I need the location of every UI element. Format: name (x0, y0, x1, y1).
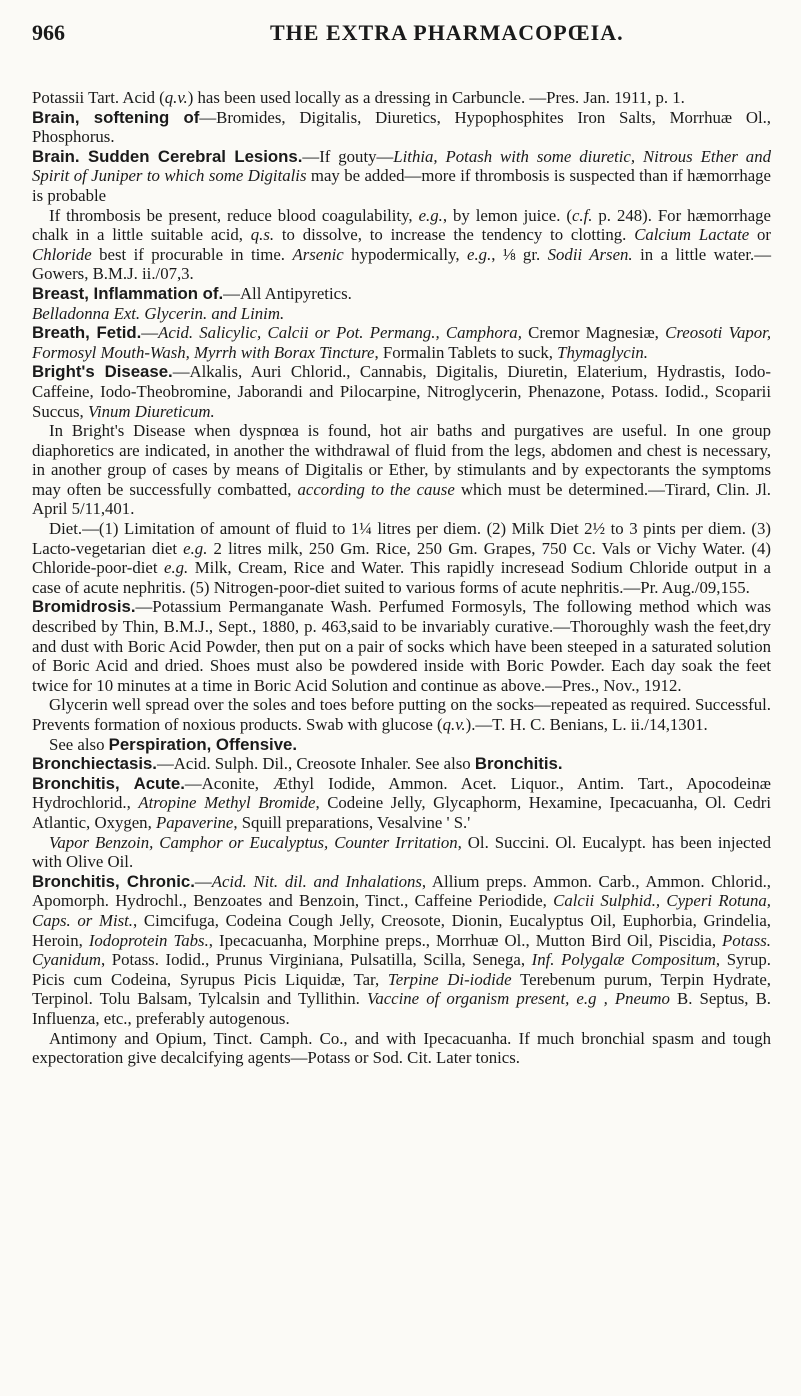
text-run: —Aconite, Æthyl Iodide, Ammon. Acet. Liquor., Antim. Tart., Apocodeinæ Hydrochlorid., (32, 773, 771, 813)
dictionary-entry (32, 304, 771, 324)
text-run: best if procurable in time. (91, 244, 293, 264)
italic-text: e.g. (183, 538, 208, 558)
italic-text: Terpine Di-iodide (387, 969, 512, 989)
dictionary-entry (32, 284, 771, 304)
text-run: ) has been used locally as a dressing in Carbuncle. —Pres. Jan. 1911, p. 1. (187, 88, 685, 107)
body-paragraph (32, 833, 771, 872)
text-run: ).—T. H. C. Benians, L. ii./14,1301. (465, 715, 708, 734)
text-run: —If gouty— (302, 146, 394, 166)
italic-text: q.v. (164, 88, 188, 107)
italic-text: Thymaglycin. (557, 342, 648, 362)
text-run: In Bright's Disease when dyspnœa is found, hot air baths and purgatives are useful. In one group diaphoretics are indicated, in another the withdrawal of fluid from the legs, abdomen and chest is necessary, in another group of cases by means of Digitalis or Ether, by stimulants and by expectorants the symptoms may often be successfully combatted, (32, 421, 771, 499)
running-title: THE EXTRA PHARMACOPŒIA. (270, 20, 624, 45)
entry-headword: Breast, Inflammation of. (32, 283, 224, 303)
text-run: Antimony and Opium, Tinct. Camph. Co., and with Ipecacuanha. If much bronchial spasm and tough expectoration give decalcifying agents—Potass or Sod. Cit. Later tonics. (32, 1028, 771, 1068)
entry-headword: Bronchitis, Acute. (32, 773, 185, 793)
italic-text: Acid. Salicylic, Calcii or Pot. Permang., Camphora, (158, 323, 522, 343)
text-run: or (749, 225, 771, 245)
text-run: hypodermically, (343, 244, 468, 264)
text-run: See also (49, 734, 109, 754)
text-run: , Potass. Iodid., Prunus Virginiana, Pulsatilla, Scilla, Senega, (101, 950, 532, 970)
body-paragraph (32, 735, 771, 755)
page-body (32, 88, 771, 1068)
italic-text: e.g. (164, 558, 189, 578)
italic-text: Potass. Cyanidum (32, 930, 771, 970)
text-run: Milk, Cream, Rice and Water. This rapidly incresead Sodium Chloride output in a case of acute nephritis. (5) Nitrogen-poor-diet suited to various forms of acute nephritis.—Pr. Aug./09,155. (32, 558, 771, 597)
text-run: Glycerin well spread over the soles and toes before putting on the socks—repeated as required. Successful. Prevents formation of noxious products. Swab with glucose ( (32, 695, 771, 734)
page-header (32, 20, 771, 64)
text-run: —Alkalis, Auri Chlorid., Cannabis, Digitalis, Diuretin, Elaterium, Hydrastis, Iodo-Caffeine, Iodo-Theobromine, Jaborandi and Pilocarpine, Nitroglycerin, Phenazone, Potass. Iodid., Scoparii Succus, (32, 362, 771, 421)
italic-text: according to the cause (297, 479, 455, 499)
text-run: Potassii Tart. Acid ( (32, 88, 165, 107)
text-run: —Potassium Permanganate Wash. Perfumed Formosyls, The following method which was described by Thin, B.M.J., Sept., 1880, p. 463,said to be invariably curative.—Thoroughly wash the feet,dry and dust with Boric Acid Powder, then put on a pair of socks which have been steeped in a saturated solution of Boric Acid and dried. Shoes must also be powdered inside with Boric Powder. Each day soak the feet twice for 10 minutes at a time in Boric Acid Solution and continue as above.—Pres., Nov., 1912. (32, 597, 771, 695)
text-run: , Syrup. Picis cum Codeina, Syrupus Picis Liquidæ, Tar, (32, 950, 771, 989)
entry-headword: Bronchitis, Chronic. (32, 871, 195, 891)
text-run: , Squill preparations, Vesalvine ' S.' (233, 812, 471, 832)
italic-text: Chloride (32, 244, 92, 264)
italic-text: Calcium Lactate (634, 225, 750, 245)
text-run: Cremor Magnesiæ, (521, 323, 666, 343)
italic-text: q.s. (250, 225, 275, 245)
italic-text: c.f. (571, 205, 593, 225)
body-paragraph (32, 519, 771, 597)
dictionary-entry (32, 108, 771, 147)
italic-text: Acid. Nit. dil. and Inhalations (211, 871, 422, 891)
italic-text: e.g. (467, 244, 492, 264)
dictionary-entry (32, 362, 771, 421)
italic-text: Atropine Methyl Bromide (138, 793, 316, 813)
text-run: to dissolve, to increase the tendency to clotting. (274, 225, 635, 245)
entry-headword: Bromidrosis. (32, 597, 136, 617)
text-run: may be added—more if thrombosis is suspected than if hæmorrhage is probable (32, 166, 772, 205)
entry-headword: Brain. Sudden Cerebral Lesions. (32, 146, 303, 166)
text-run: , by lemon juice. ( (442, 205, 572, 225)
text-run: —Bromides, Digitalis, Diuretics, Hypophosphites Iron Salts, Morrhuæ Ol., Phosphorus. (32, 107, 772, 147)
italic-text: Lithia, Potash with some diuretic, Nitrous Ether and Spirit of Juniper to which some Digitalis (32, 146, 771, 186)
italic-text: Iodoprotein Tabs. (88, 930, 209, 950)
body-paragraph (32, 1029, 771, 1068)
italic-text: e.g. (418, 205, 443, 225)
italic-text: Vinum Diureticum. (87, 401, 215, 421)
entry-headword: Bronchitis. (474, 754, 563, 774)
entry-headword: Bronchiectasis. (32, 754, 157, 774)
text-run: p. 248). For hæmorrhage chalk in a little suitable acid, (32, 205, 771, 245)
text-run: , Ol. Succini. Ol. Eucalypt. has been injected with Olive Oil. (32, 832, 771, 872)
italic-text: Belladonna Ext. Glycerin. and Linim. (32, 303, 285, 323)
text-run: —Acid. Sulph. Dil., Creosote Inhaler. See also (156, 754, 475, 774)
text-run: If thrombosis be present, reduce blood coagulability, (49, 205, 419, 225)
dictionary-entry (32, 88, 771, 108)
italic-text: Arsenic (292, 244, 344, 264)
entry-headword: Bright's Disease. (32, 362, 173, 382)
body-paragraph (32, 421, 771, 519)
italic-text: q.v. (442, 715, 466, 734)
page-number: 966 (32, 20, 65, 45)
text-run: , Allium preps. Ammon. Carb., Ammon. Chlorid., Apomorph. Hydrochl., Benzoates and Benzoin, Tinct., Caffeine Periodide, (32, 871, 771, 911)
italic-text: Sodii Arsen. (547, 244, 633, 264)
text-run: B. Septus, B. Influenza, etc., preferably autogenous. (32, 989, 771, 1028)
text-run: Diet.—(1) Limitation of amount of fluid to 1¼ litres per diem. (2) Milk Diet 2½ to 3 pints per diem. (3) Lacto-vegetarian diet (32, 519, 771, 558)
italic-text: Creosoti Vapor, Formosyl Mouth-Wash, Myrrh with Borax Tincture (32, 323, 772, 362)
italic-text: Inf. Polygalæ Compositum (531, 950, 716, 970)
text-run: 2 litres milk, 250 Gm. Rice, 250 Gm. Grapes, 750 Cc. Vals or Vichy Water. (4) Chloride-poor-diet (32, 538, 771, 578)
body-paragraph (32, 695, 771, 734)
italic-text: Vaccine of organism present, e.g , Pneumo (366, 989, 670, 1009)
text-run: in a little water.—Gowers, B.M.J. ii./07,3. (32, 244, 771, 284)
entry-headword: Perspiration, Offensive. (108, 734, 298, 754)
text-run: Terebenum purum, Terpin Hydrate, Terpinol. Tolu Balsam, Tylcalsin and Tyllithin. (32, 969, 771, 1009)
italic-text: Papaverine (155, 812, 234, 832)
text-run: which must be determined.—Tirard, Clin. Jl. April 5/11,401. (32, 479, 771, 519)
dictionary-entry (32, 597, 771, 695)
text-run: , Ipecacuanha, Morphine preps., Morrhuæ Ol., Mutton Bird Oil, Piscidia, (208, 930, 723, 950)
text-run: , Codeine Jelly, Glycaphorm, Hexamine, Ipecacuanha, Ol. Cedri Atlantic, Oxygen, (32, 793, 771, 832)
dictionary-entry (32, 147, 771, 206)
italic-text: Vapor Benzoin, Camphor or Eucalyptus, Counter Irritation (49, 832, 458, 852)
italic-text: Calcii Sulphid., Cyperi Rotuna, Caps. or Mist. (32, 891, 771, 930)
text-run: — (194, 871, 212, 891)
text-run: , ⅛ gr. (491, 244, 548, 264)
entry-headword: Breath, Fetid. (32, 323, 142, 343)
dictionary-entry (32, 774, 771, 833)
text-run: , Cimcifuga, Codeina Cough Jelly, Creosote, Dionin, Eucalyptus Oil, Euphorbia, Grindelia, Heroin, (32, 910, 772, 950)
entry-headword: Brain, softening of (32, 107, 200, 127)
dictionary-entry (32, 872, 771, 1029)
text-run: — (141, 323, 159, 343)
text-run: , Formalin Tablets to suck, (374, 342, 558, 362)
dictionary-entry (32, 323, 771, 362)
text-run: —All Antipyretics. (223, 283, 352, 303)
dictionary-entry (32, 754, 771, 774)
body-paragraph (32, 206, 771, 284)
